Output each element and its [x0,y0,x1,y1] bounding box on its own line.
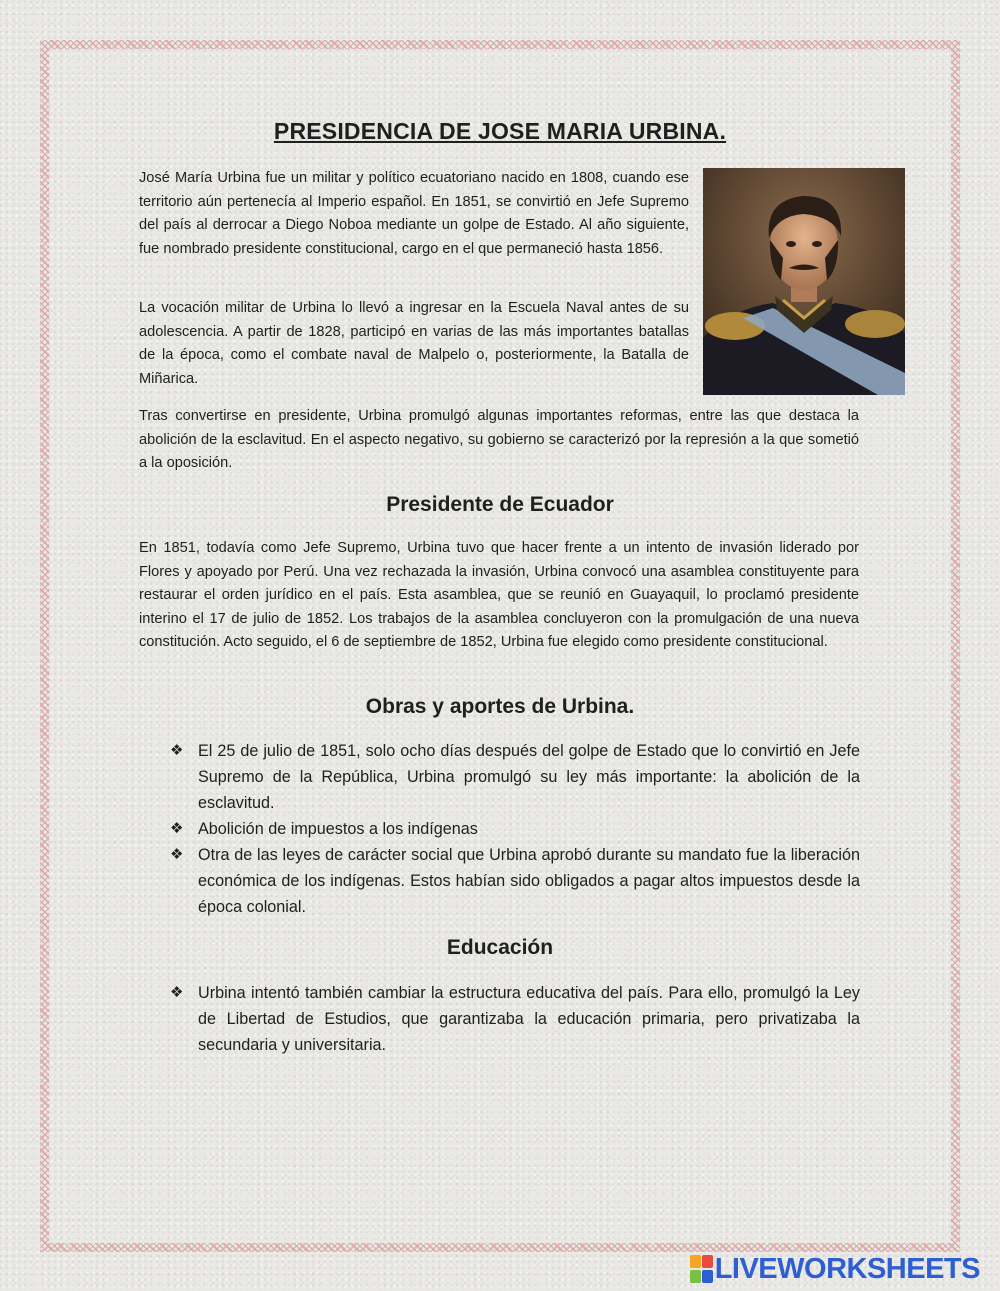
diamond-bullet-icon: ❖ [170,742,184,759]
presidente-paragraph: En 1851, todavía como Jefe Supremo, Urbina tuvo que hacer frente a un intento de invasión liderado por Flores y apoyado por Perú. Una vez rechazada la invasión, Urbina convocó una asamblea constituyente para restaurar el orden jurídico en el país. Esta asamblea, que se reunió en Guayaquil, lo proclamó presidente interino el 17 de julio de 1852. Los trabajos de la asamblea concluyeron con la promulgación de una nueva constitución. Acto seguido, el 6 de septiembre de 1852, Urbina fue elegido como presidente constitucional. [139,540,859,650]
obras-bullet-list [168,738,860,920]
list-item: ❖ Abolición de impuestos a los indígenas [168,816,860,842]
liveworksheets-logo [689,1251,980,1287]
diamond-bullet-icon: ❖ [170,984,184,1001]
list-item: ❖ Urbina intentó también cambiar la estructura educativa del país. Para ello, promulgó la Ley de Libertad de Estudios, que garantizaba la educación primaria, pero privatizaba la secundaria y universitaria. [168,980,860,1058]
heading-educacion: Educación [446,936,554,959]
diamond-bullet-icon: ❖ [170,846,184,863]
educacion-bullet-list [168,980,860,1058]
intro-paragraph-2: La vocación militar de Urbina lo llevó a ingresar en la Escuela Naval antes de su adolescencia. A partir de 1828, participó en varias de las más importantes batallas de la época, como el combate naval de Malpelo o, posteriormente, la Batalla de Miñarica. [139,300,689,387]
intro-paragraph-3: Tras convertirse en presidente, Urbina promulgó algunas importantes reformas, entre las que destaca la abolición de la esclavitud. En el aspecto negativo, su gobierno se caracterizó por la represión a la que sometió a la oposición. [139,408,859,471]
portrait-of-jose-maria-urbina-icon [703,168,905,395]
brand-name: LIVEWORKSHEETS [714,1253,980,1285]
liveworksheets-badge-icon [689,1254,715,1284]
portrait-image [703,168,905,395]
page-title: PRESIDENCIA DE JOSE MARIA URBINA. [273,118,727,144]
diamond-bullet-icon: ❖ [170,820,184,837]
heading-presidente-de-ecuador: Presidente de Ecuador [386,493,614,516]
list-item: ❖ Otra de las leyes de carácter social que Urbina aprobó durante su mandato fue la liberación económica de los indígenas. Estos habían sido obligados a pagar altos impuestos desde la época colonial. [168,842,860,920]
heading-obras-y-aportes: Obras y aportes de Urbina. [365,695,635,718]
intro-paragraph-1: José María Urbina fue un militar y político ecuatoriano nacido en 1808, cuando ese territorio aún pertenecía al Imperio español. En 1851, se convirtió en Jefe Supremo del país al derrocar a Diego Noboa mediante un golpe de Estado. Al año siguiente, fue nombrado presidente constitucional, cargo en el que permaneció hasta 1856. [139,170,689,257]
list-item: ❖ El 25 de julio de 1851, solo ocho días después del golpe de Estado que lo convirtió en Jefe Supremo de la República, Urbina promulgó su ley más importante: la abolición de la esclavitud. [168,738,860,816]
